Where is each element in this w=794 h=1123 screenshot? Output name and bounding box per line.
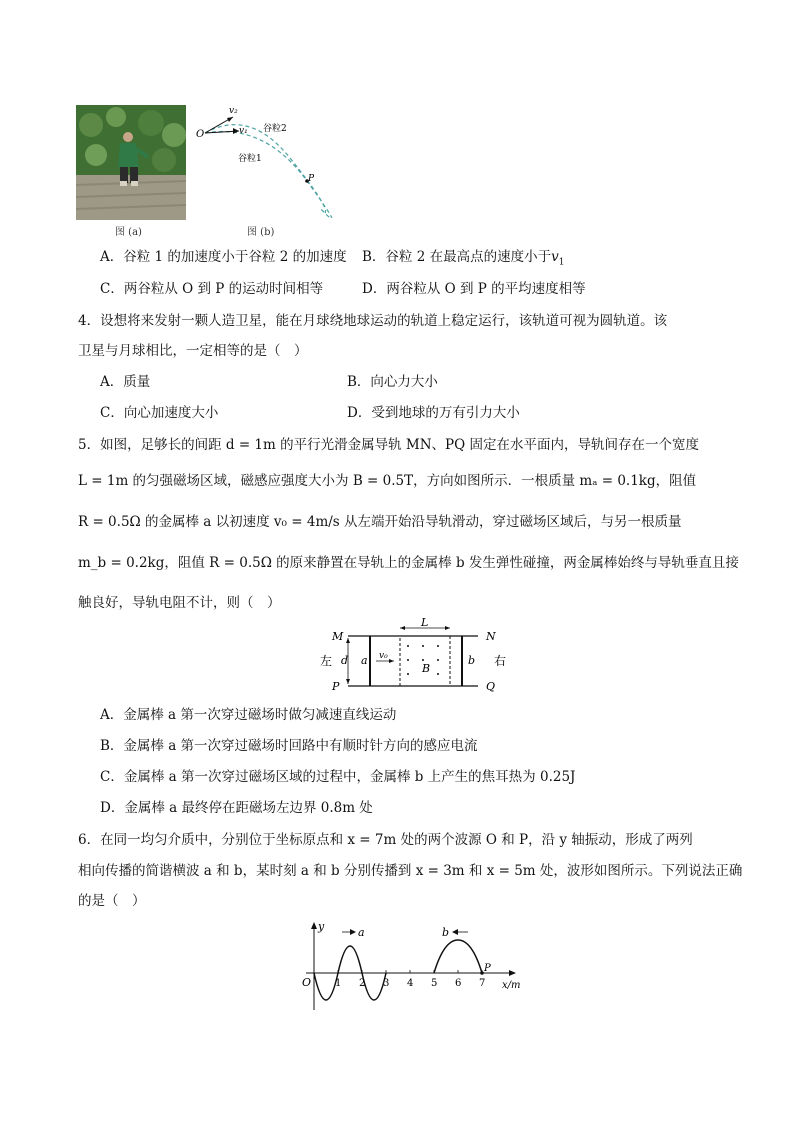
q6-stem-line3: 的是（ ）: [78, 893, 146, 909]
label-d: d: [341, 654, 349, 667]
q5-stem-line5: 触良好，导轨电阻不计，则（ ）: [78, 595, 281, 611]
x-tick-label: 7: [479, 978, 486, 989]
q4-option-c: C．向心加速度大小: [100, 405, 219, 421]
q4-option-a: A．质量: [100, 374, 151, 390]
label-p: P: [332, 680, 340, 693]
label-m: M: [332, 630, 344, 643]
magnetic-field-region: [400, 636, 450, 686]
label-origin: O: [196, 129, 205, 140]
figure-a-caption: 图 (a): [115, 227, 142, 238]
x-tick-label: 3: [383, 978, 390, 989]
q4-option-d: D．受到地球的万有引力大小: [347, 405, 520, 421]
label-b: b: [468, 654, 476, 667]
label-v0: v₀: [379, 651, 388, 661]
q3-option-b: B．谷粒 2 在最高点的速度小于$v_1$: [362, 249, 565, 268]
q5-option-d: D．金属棒 a 最终停在距磁场左边界 0.8m 处: [100, 800, 373, 816]
label-point-p: P: [308, 174, 315, 184]
q5-option-c: C．金属棒 a 第一次穿过磁场区域的过程中，金属棒 b 上产生的焦耳热为 0.25J: [100, 769, 576, 785]
q4-stem-line1: 4．设想将来发射一颗人造卫星，能在月球绕地球运动的轨道上稳定运行，该轨道可视为圆轨道。该: [78, 313, 668, 329]
wave-diagram: [296, 918, 528, 1018]
farmer-photo-illustration: [76, 105, 186, 220]
label-field-b: B: [422, 662, 431, 675]
trajectory-grain2: [205, 125, 326, 213]
q4-option-b: B．向心力大小: [347, 374, 438, 390]
rail-magnetic-field-diagram: [318, 618, 518, 696]
x-tick-label: 4: [407, 978, 414, 989]
label-grain2: 谷粒2: [263, 124, 287, 134]
label-v2: v₂: [229, 106, 238, 116]
q3-option-c: C．两谷粒从 O 到 P 的运动时间相等: [100, 281, 324, 297]
label-wave-b: b: [442, 926, 450, 939]
label-wave-a: a: [358, 926, 365, 939]
q6-stem-line2: 相向传播的简谐横波 a 和 b，某时刻 a 和 b 分别传播到 x = 3m 和 x = 5m 处，波形如图所示。下列说法正确: [78, 863, 743, 879]
label-right: 右: [494, 654, 507, 668]
q5-option-b: B．金属棒 a 第一次穿过磁场时回路中有顺时针方向的感应电流: [100, 738, 478, 754]
q6-stem-line1: 6．在同一均匀介质中，分别位于坐标原点和 x = 7m 处的两个波源 O 和 P，沿 y 轴振动，形成了两列: [78, 832, 693, 848]
label-p: P: [484, 963, 491, 974]
x-tick-label: 1: [335, 978, 342, 989]
projectile-diagram: [195, 103, 335, 218]
label-v1: v₁: [239, 126, 248, 136]
label-y: y: [318, 920, 325, 933]
q5-stem-line3: R = 0.5Ω 的金属棒 a 以初速度 v₀ = 4m/s 从左端开始沿导轨滑动，穿过磁场区域后，与另一根质量: [78, 514, 682, 530]
x-tick-label: 6: [455, 978, 462, 989]
q5-stem-line1: 5．如图，足够长的间距 d = 1m 的平行光滑金属导轨 MN、PQ 固定在水平面内，导轨间存在一个宽度: [78, 437, 699, 453]
label-grain1: 谷粒1: [238, 154, 262, 164]
label-q: Q: [486, 680, 496, 693]
q3-option-d: D．两谷粒从 O 到 P 的平均速度相等: [362, 281, 586, 297]
label-a: a: [361, 654, 368, 667]
q5-stem-line2: L = 1m 的匀强磁场区域，磁感应强度大小为 B = 0.5T，方向如图所示．一根质量 mₐ = 0.1kg，阻值: [78, 473, 697, 489]
q5-option-a: A．金属棒 a 第一次穿过磁场时做匀减速直线运动: [100, 707, 397, 723]
wave-b-curve: [434, 940, 482, 973]
q4-stem-line2: 卫星与月球相比，一定相等的是（ ）: [78, 343, 308, 359]
farmer-photo: [76, 105, 186, 220]
label-n: N: [486, 630, 496, 643]
x-tick-label: 5: [431, 978, 438, 989]
label-o: O: [302, 976, 312, 989]
q5-stem-line4: m_b = 0.2kg，阻值 R = 0.5Ω 的原来静置在导轨上的金属棒 b 发生弹性碰撞，两金属棒始终与导轨垂直且接: [78, 555, 739, 571]
x-tick-label: 2: [359, 978, 366, 989]
label-x-unit: x/m: [502, 980, 521, 991]
label-l: L: [421, 618, 429, 629]
figure-b-caption: 图 (b): [247, 227, 275, 238]
q3-option-a: A．谷粒 1 的加速度小于谷粒 2 的加速度: [100, 249, 347, 265]
label-left: 左: [320, 654, 333, 668]
